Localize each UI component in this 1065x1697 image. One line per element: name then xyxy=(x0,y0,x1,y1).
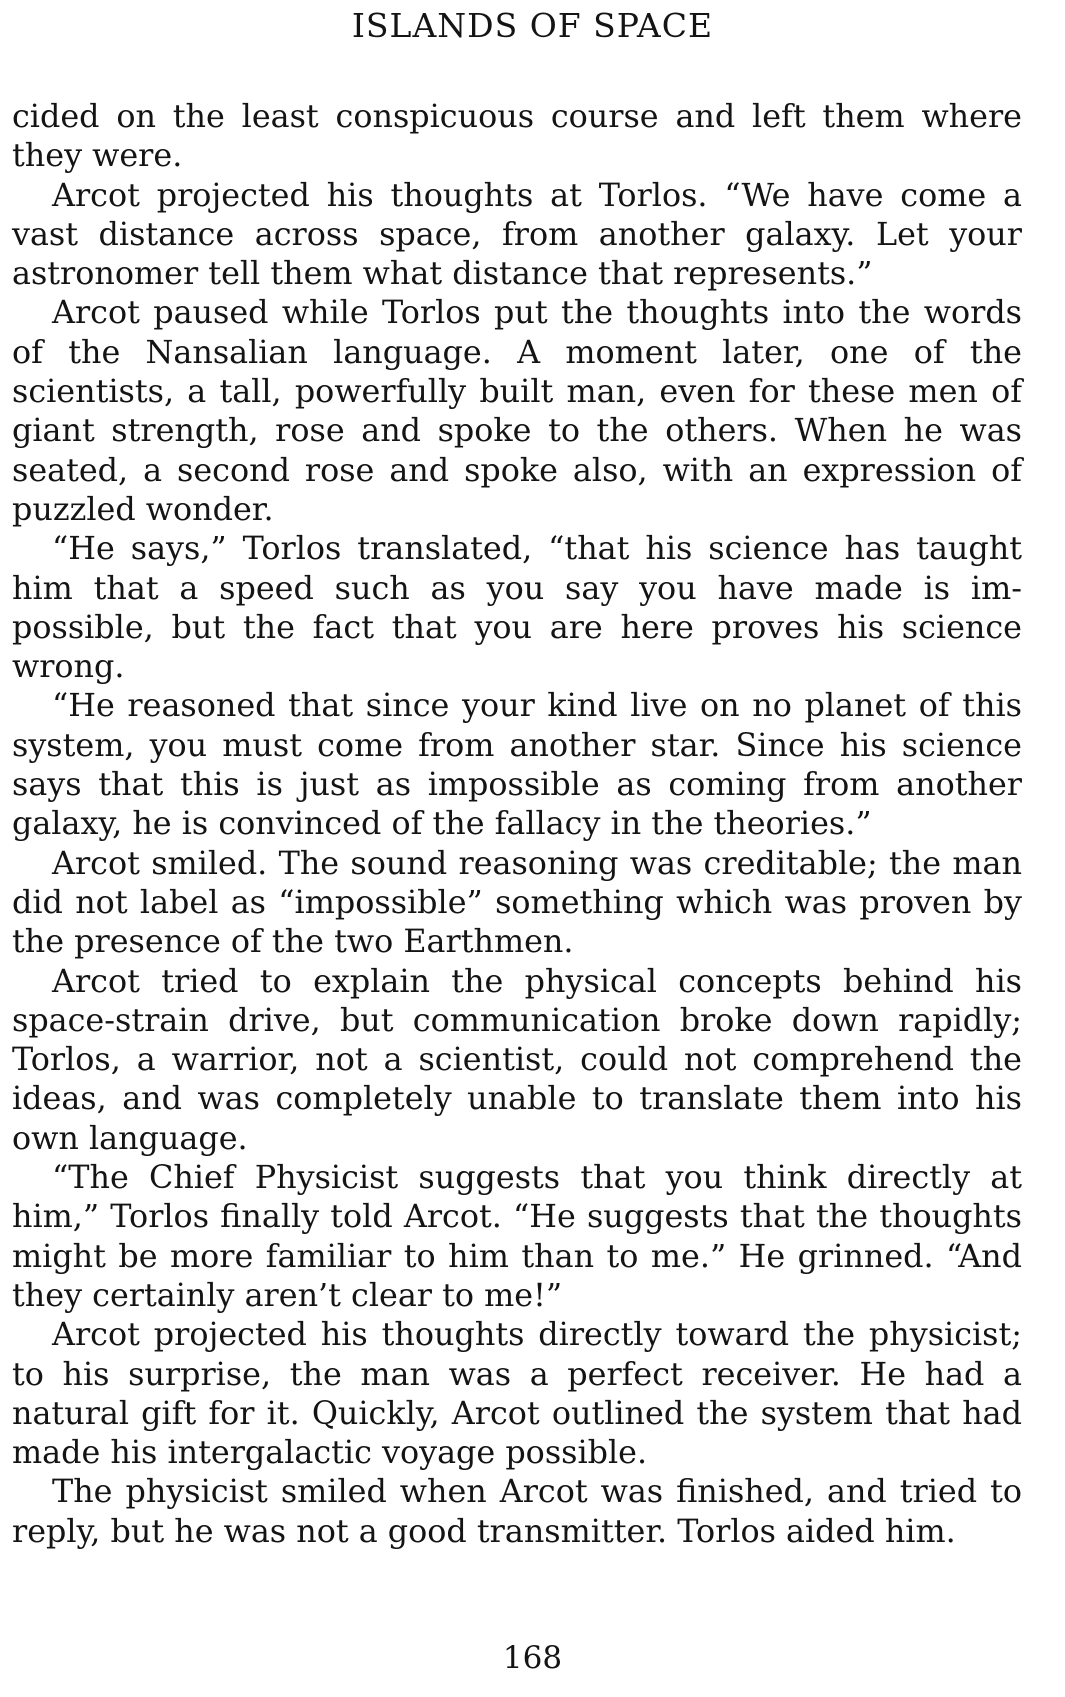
paragraph: The physicist smiled when Arcot was finished, and tried to reply, but he was not a good transmitter. Torlos aided him. xyxy=(12,1473,1022,1550)
paragraph: Arcot paused while Torlos put the thoughts into the words of the Nansalian language. A moment later, one of the scientists, a tall, powerfully built man, even for these men of giant strength, rose and spoke to the others. When he was seated, a second rose and spoke also, with an expression of puzzled wonder. xyxy=(12,294,1022,528)
paragraph: Arcot smiled. The sound reasoning was creditable; the man did not label as “impossible” something which was proven by the presence of the two Earthmen. xyxy=(12,844,1022,961)
paragraph: cided on the least conspicuous course and left them where they were. xyxy=(12,98,1022,175)
paragraph: Arcot tried to explain the physical concepts behind his space-strain drive, but communication broke down rapidly; Torlos, a warrior, not a scientist, could not comprehend the ideas, and was completely unable to translate them into his own language. xyxy=(12,962,1022,1157)
body-text xyxy=(12,97,1022,1551)
running-head: ISLANDS OF SPACE xyxy=(351,6,714,45)
paragraph: “The Chief Physicist suggests that you think directly at him,” Torlos finally told Arcot. “He suggests that the thoughts might be more familiar to him than to me.” He grinned. “And they certainly aren’t clear to me!” xyxy=(12,1159,1022,1314)
paragraph: “He says,” Torlos translated, “that his science has taught him that a speed such as you say you have made is impossible, but the fact that you are here proves his science wrong. xyxy=(12,530,1022,686)
paragraph: Arcot projected his thoughts at Torlos. “We have come a vast distance across space, from another galaxy. Let your astronomer tell them what distance that represents.” xyxy=(12,176,1022,293)
page-number: 168 xyxy=(502,1640,563,1676)
paragraph: Arcot projected his thoughts directly toward the physicist; to his surprise, the man was a perfect receiver. He had a natural gift for it. Quickly, Arcot outlined the system that had made his intergalactic voyage possible. xyxy=(12,1316,1022,1472)
paragraph: “He reasoned that since your kind live on no planet of this system, you must come from another star. Since his science says that this is just as impossible as coming from another galaxy, he is convinced of the fallacy in the theories.” xyxy=(12,687,1022,843)
